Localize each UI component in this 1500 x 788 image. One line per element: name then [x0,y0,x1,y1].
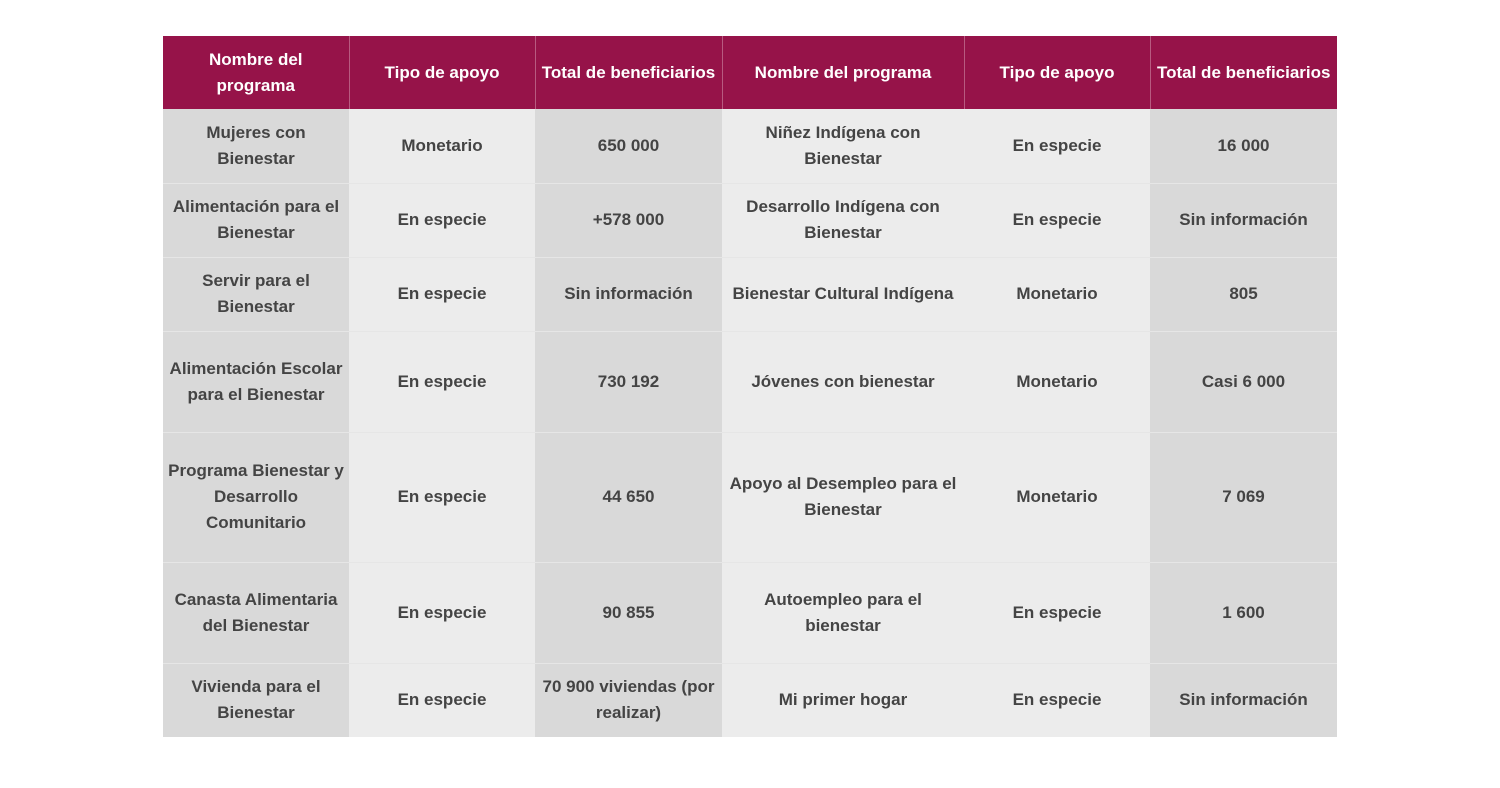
table-cell: En especie [964,562,1150,663]
table-row [163,432,1337,562]
table-row [163,331,1337,432]
table-cell: +578 000 [535,183,722,257]
table-cell: En especie [349,432,535,562]
table-cell: Niñez Indígena con Bienestar [722,109,964,183]
table-row [163,109,1337,183]
table-cell: Alimentación para el Bienestar [163,183,349,257]
table-cell: Programa Bienestar y Desarrollo Comunitario [163,432,349,562]
table-cell: Sin información [1150,183,1337,257]
table-row [163,663,1337,737]
table-cell: Monetario [964,432,1150,562]
table-row [163,257,1337,331]
table-cell: 70 900 viviendas (por realizar) [535,663,722,737]
header-cell: Nombre del programa [722,36,964,109]
table-cell: Desarrollo Indígena con Bienestar [722,183,964,257]
header-cell: Nombre del programa [163,36,349,109]
table-cell: En especie [964,109,1150,183]
table-cell: 1 600 [1150,562,1337,663]
table-cell: En especie [349,257,535,331]
table-cell: Monetario [349,109,535,183]
table-cell: En especie [349,331,535,432]
table-cell: Jóvenes con bienestar [722,331,964,432]
table-cell: Servir para el Bienestar [163,257,349,331]
table-cell: Alimentación Escolar para el Bienestar [163,331,349,432]
table-cell: En especie [964,183,1150,257]
header-cell: Total de beneficiarios [1150,36,1337,109]
header-cell: Tipo de apoyo [349,36,535,109]
programs-table [163,36,1337,737]
table-cell: Vivienda para el Bienestar [163,663,349,737]
table-cell: En especie [349,183,535,257]
table-cell: 7 069 [1150,432,1337,562]
table-cell: 650 000 [535,109,722,183]
table-cell: Sin información [535,257,722,331]
table-cell: Monetario [964,331,1150,432]
table-cell: 805 [1150,257,1337,331]
table-cell: 90 855 [535,562,722,663]
table-cell: Bienestar Cultural Indígena [722,257,964,331]
table-cell: Mujeres con Bienestar [163,109,349,183]
table-cell: 44 650 [535,432,722,562]
table-cell: Casi 6 000 [1150,331,1337,432]
table-row [163,562,1337,663]
table-cell: Apoyo al Desempleo para el Bienestar [722,432,964,562]
table-cell: En especie [349,663,535,737]
table-row [163,183,1337,257]
table-cell: En especie [964,663,1150,737]
table-cell: 16 000 [1150,109,1337,183]
table-cell: 730 192 [535,331,722,432]
table-cell: Canasta Alimentaria del Bienestar [163,562,349,663]
header-cell: Total de beneficiarios [535,36,722,109]
table-cell: En especie [349,562,535,663]
table-header-row [163,36,1337,109]
table-cell: Sin información [1150,663,1337,737]
table-cell: Monetario [964,257,1150,331]
header-cell: Tipo de apoyo [964,36,1150,109]
table-cell: Autoempleo para el bienestar [722,562,964,663]
table-cell: Mi primer hogar [722,663,964,737]
